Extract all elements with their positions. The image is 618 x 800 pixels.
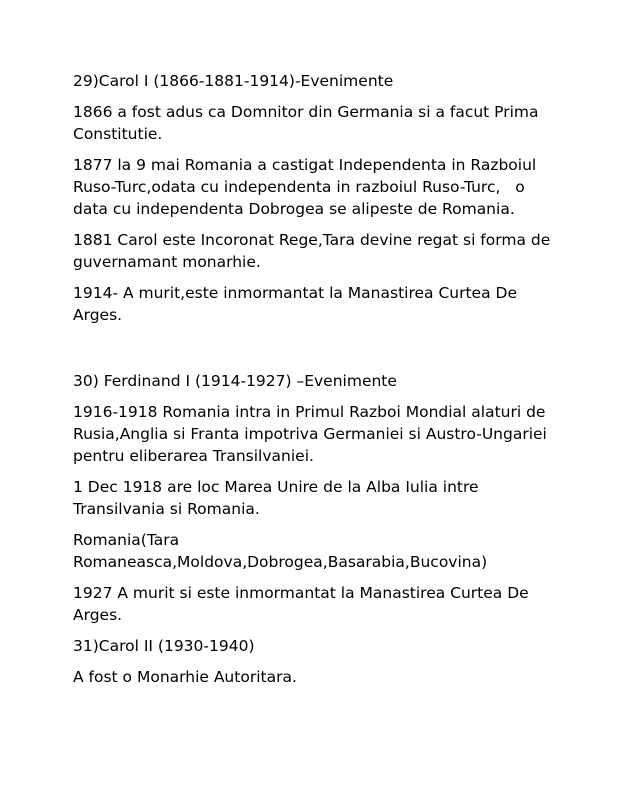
section-29-paragraph: 1866 a fost adus ca Domnitor din Germania si a facut Prima Constitutie. [73, 103, 544, 143]
section-30-paragraph: 1 Dec 1918 are loc Marea Unire de la Alba Iulia intre Transilvania si Romania. [73, 478, 484, 518]
section-30-paragraph: 1916-1918 Romania intra in Primul Razboi Mondial alaturi de Rusia,Anglia si Franta impotriva Germaniei si Austro-Ungariei pentru eliberarea Transilvaniei. [73, 403, 552, 465]
section-30-paragraph: Romania(Tara Romaneasca,Moldova,Dobrogea,Basarabia,Bucovina) [73, 531, 488, 571]
section-30-heading: 30) Ferdinand I (1914-1927) –Evenimente [73, 372, 397, 390]
document-page [73, 70, 556, 697]
section-31-paragraph: A fost o Monarhie Autoritara. [73, 668, 297, 686]
section-29-paragraph: 1881 Carol este Incoronat Rege,Tara devine regat si forma de guvernamant monarhie. [73, 231, 556, 271]
section-spacer [73, 335, 553, 370]
section-29-heading: 29)Carol I (1866-1881-1914)-Evenimente [73, 72, 394, 90]
section-29-paragraph: 1877 la 9 mai Romania a castigat Independenta in Razboiul Ruso-Turc,odata cu independenta in razboiul Ruso-Turc, o data cu independenta Dobrogea se alipeste de Romania. [73, 156, 542, 218]
section-29-paragraph: 1914- A murit,este inmormantat la Manastirea Curtea De Arges. [73, 284, 522, 324]
section-31-heading: 31)Carol II (1930-1940) [73, 637, 255, 655]
section-30-paragraph: 1927 A murit si este inmormantat la Manastirea Curtea De Arges. [73, 584, 534, 624]
